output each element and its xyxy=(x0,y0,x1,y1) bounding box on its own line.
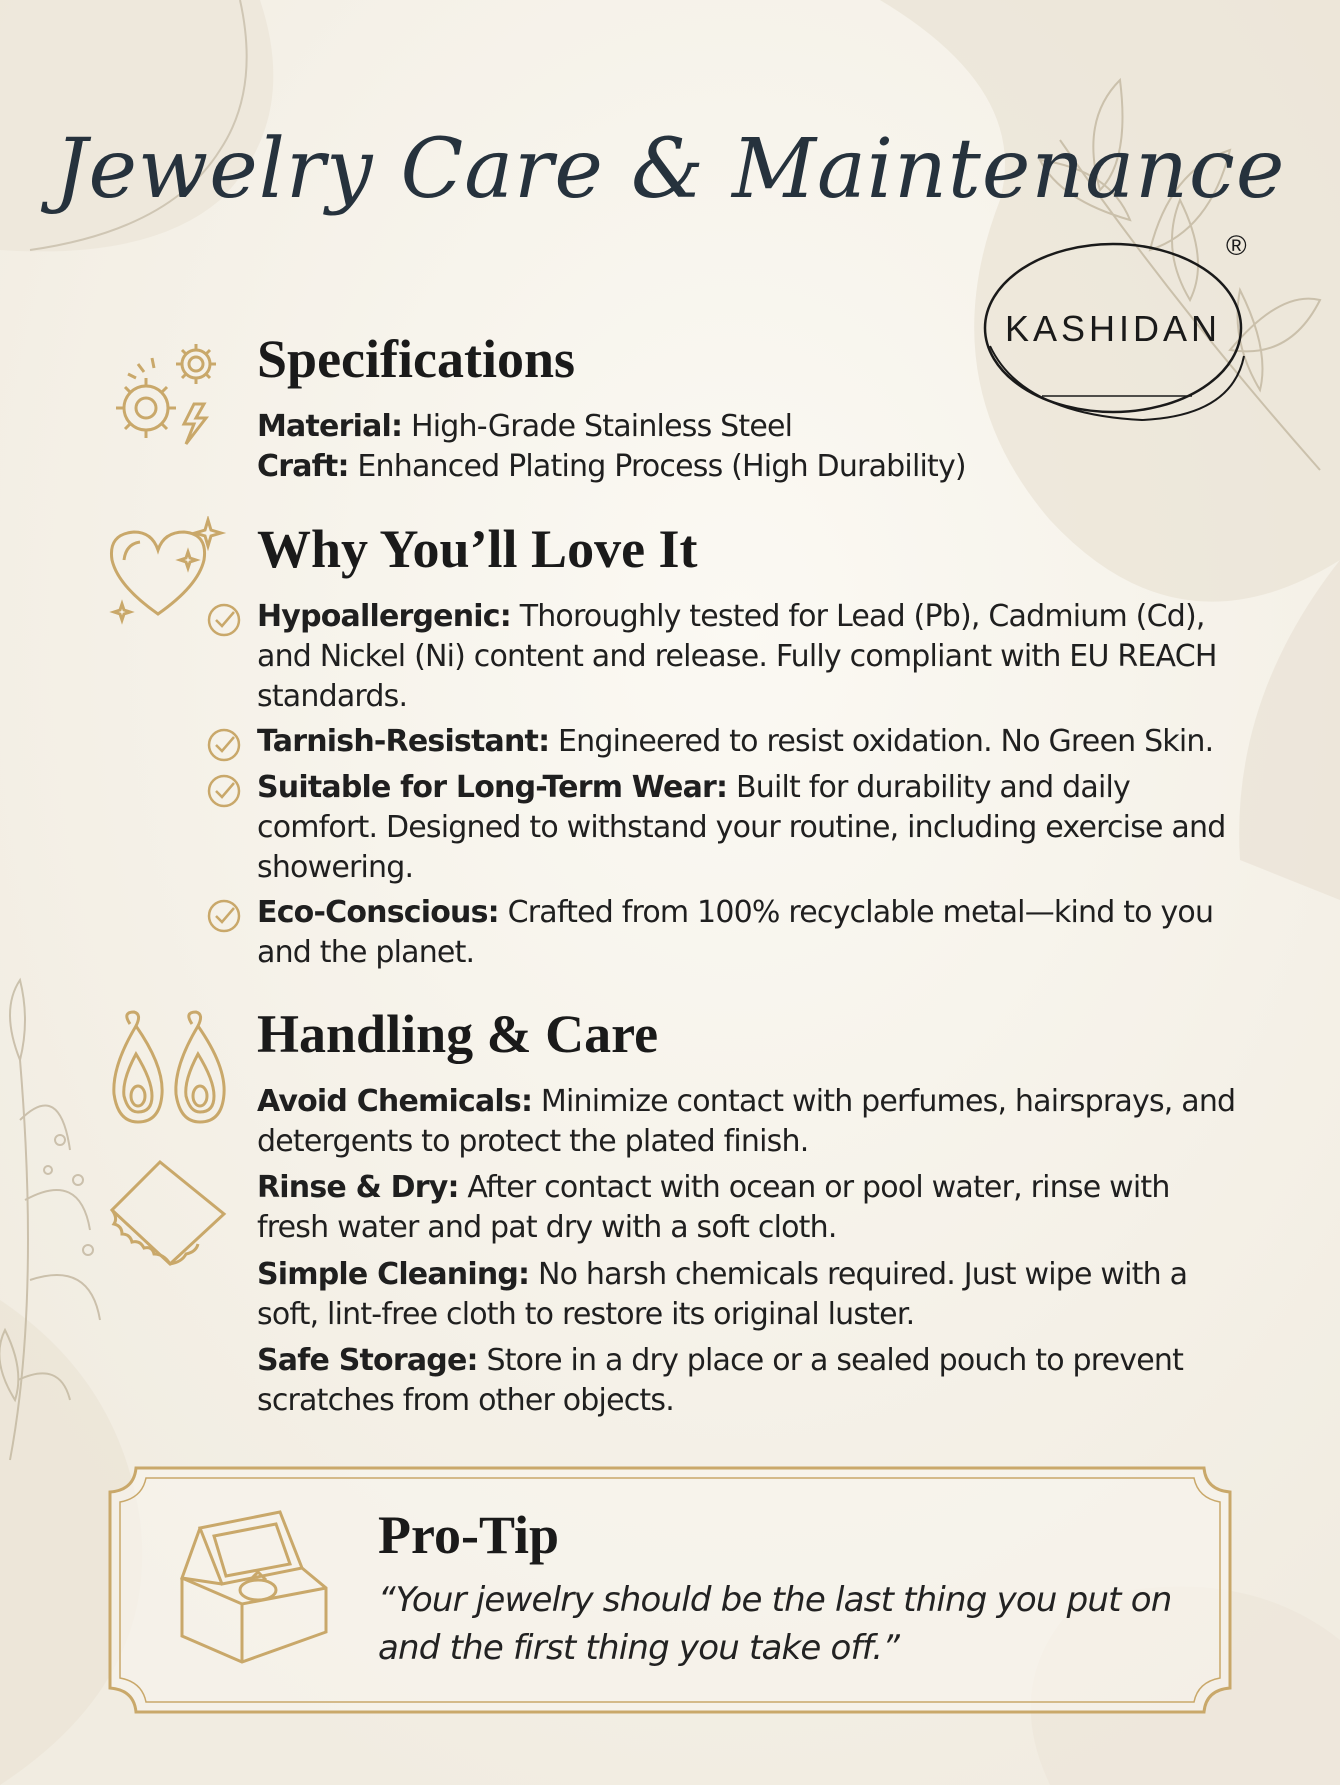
gears-icon xyxy=(108,334,228,454)
pro-tip-quote: “Your jewelry should be the last thing you put on and the first thing you take off.” xyxy=(378,1580,1172,1668)
item-text: Minimize contact with perfumes, hairsprays, and detergents to protect the plated finish. xyxy=(257,1084,1236,1159)
check-circle-icon xyxy=(204,600,244,640)
item-label: Hypoallergenic: xyxy=(257,599,511,634)
registered-mark: ® xyxy=(1226,230,1247,261)
list-item xyxy=(257,1341,1237,1421)
list-item xyxy=(257,722,1237,762)
ring-box-icon xyxy=(180,1508,330,1668)
check-circle-icon xyxy=(204,896,244,936)
item-label: Safe Storage: xyxy=(257,1343,478,1378)
item-label: Simple Cleaning: xyxy=(257,1257,530,1292)
item-text: Engineered to resist oxidation. No Green Skin. xyxy=(549,724,1214,759)
item-text: Store in a dry place or a sealed pouch to prevent scratches from other objects. xyxy=(257,1343,1184,1418)
list-item xyxy=(257,1255,1237,1335)
spec-material xyxy=(257,407,1237,447)
list-item xyxy=(257,1168,1237,1248)
brand-logo xyxy=(982,230,1262,426)
spec-material-value: High-Grade Stainless Steel xyxy=(402,409,793,444)
list-item xyxy=(257,893,1237,973)
item-label: Eco-Conscious: xyxy=(257,895,499,930)
page-title: Jewelry Care & Maintenance xyxy=(54,122,1286,217)
item-text: After contact with ocean or pool water, rinse with fresh water and pat dry with a soft cloth. xyxy=(257,1170,1170,1245)
pro-tip-box xyxy=(108,1466,1232,1714)
check-circle-icon xyxy=(204,771,244,811)
list-item xyxy=(257,768,1237,888)
item-text: Thoroughly tested for Lead (Pb), Cadmium (Cd), and Nickel (Ni) content and release. Fully compliant with EU REACH standards. xyxy=(257,599,1217,714)
earrings-icon xyxy=(108,1010,228,1128)
cloth-icon xyxy=(108,1158,228,1268)
item-label: Rinse & Dry: xyxy=(257,1170,459,1205)
why-love-heading: Why You’ll Love It xyxy=(257,519,698,579)
item-text: Built for durability and daily comfort. Designed to withstand your routine, including exercise and showering. xyxy=(257,770,1226,885)
item-text: Crafted from 100% recyclable metal—kind to you and the planet. xyxy=(257,895,1214,970)
specifications-heading: Specifications xyxy=(257,329,575,389)
item-label: Tarnish-Resistant: xyxy=(257,724,550,759)
list-item xyxy=(257,1082,1237,1162)
list-item xyxy=(257,597,1237,717)
brand-name: KASHIDAN xyxy=(1004,308,1222,349)
spec-craft-value: Enhanced Plating Process (High Durability) xyxy=(348,449,966,484)
spec-material-label: Material: xyxy=(257,409,403,444)
spec-craft-label: Craft: xyxy=(257,449,349,484)
item-label: Avoid Chemicals: xyxy=(257,1084,533,1119)
handling-heading: Handling & Care xyxy=(257,1004,659,1064)
pro-tip-heading: Pro-Tip xyxy=(378,1505,560,1565)
item-label: Suitable for Long-Term Wear: xyxy=(257,770,728,805)
check-circle-icon xyxy=(204,725,244,765)
item-text: No harsh chemicals required. Just wipe with a soft, lint-free cloth to restore its original luster. xyxy=(257,1257,1188,1332)
spec-craft xyxy=(257,447,1237,487)
